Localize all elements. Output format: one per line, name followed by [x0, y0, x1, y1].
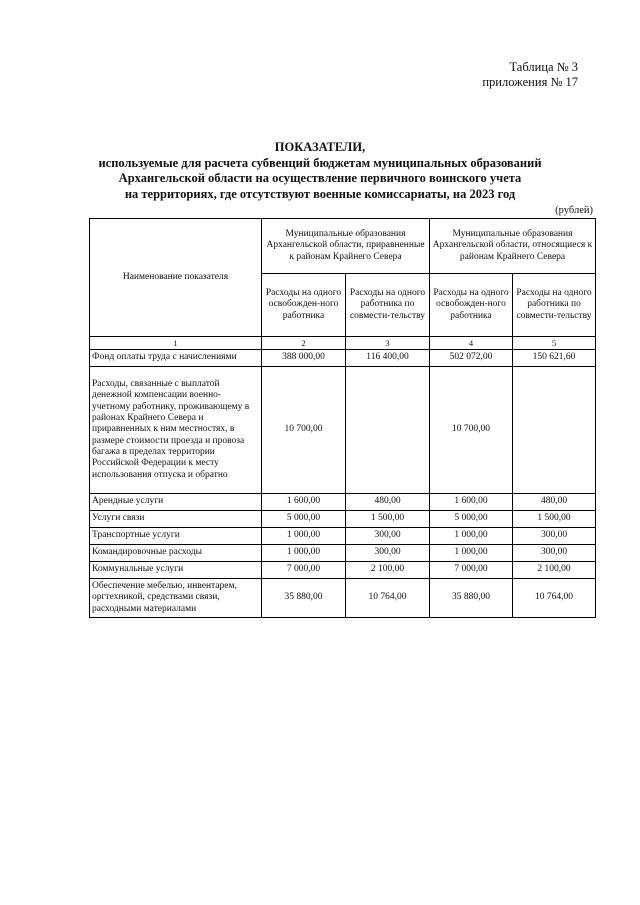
document-title — [40, 140, 600, 202]
unit-label: (рублей) — [555, 205, 593, 216]
indicator-name: Транспортные услуги — [90, 528, 262, 545]
column-number: 4 — [430, 337, 513, 350]
column-number: 1 — [90, 337, 262, 350]
table-row — [90, 528, 596, 545]
value-cell: 300,00 — [513, 545, 596, 562]
table-row — [90, 350, 596, 367]
value-cell: 1 600,00 — [262, 494, 346, 511]
table-row — [90, 367, 596, 494]
value-cell: 35 880,00 — [262, 579, 346, 618]
value-cell: 480,00 — [513, 494, 596, 511]
value-cell: 1 500,00 — [346, 511, 430, 528]
value-cell: 1 000,00 — [262, 528, 346, 545]
value-cell: 300,00 — [513, 528, 596, 545]
column-number: 3 — [346, 337, 430, 350]
header-sub-1: Расходы на одного освобожден-ного работника — [262, 274, 346, 337]
value-cell: 480,00 — [346, 494, 430, 511]
value-cell: 2 100,00 — [346, 562, 430, 579]
value-cell: 7 000,00 — [262, 562, 346, 579]
header-group-far-north: Муниципальные образования Архангельской области, относящиеся к районам Крайнего Севера — [430, 219, 596, 274]
header-indicator-name: Наименование показателя — [90, 219, 262, 337]
value-cell: 7 000,00 — [430, 562, 513, 579]
column-numbers-row — [90, 337, 596, 350]
title-line-4: на территориях, где отсутствуют военные комиссариаты, на 2023 год — [124, 186, 516, 201]
value-cell: 10 700,00 — [430, 367, 513, 494]
value-cell: 2 100,00 — [513, 562, 596, 579]
title-line-2: используемые для расчета субвенций бюджетам муниципальных образований — [98, 155, 542, 170]
value-cell: 388 000,00 — [262, 350, 346, 367]
indicator-name: Командировочные расходы — [90, 545, 262, 562]
header-sub-4: Расходы на одного работника по совмести-тельству — [513, 274, 596, 337]
value-cell: 10 764,00 — [513, 579, 596, 618]
value-cell: 5 000,00 — [430, 511, 513, 528]
table-row — [90, 545, 596, 562]
value-cell: 300,00 — [346, 545, 430, 562]
value-cell: 300,00 — [346, 528, 430, 545]
indicator-name: Коммунальные услуги — [90, 562, 262, 579]
value-cell: 1 500,00 — [513, 511, 596, 528]
header-sub-3: Расходы на одного освобожден-ного работника — [430, 274, 513, 337]
value-cell: 150 621,60 — [513, 350, 596, 367]
value-cell: 5 000,00 — [262, 511, 346, 528]
indicator-name: Обеспечение мебелью, инвентарем, оргтехникой, средствами связи, расходными материалами — [90, 579, 262, 618]
indicator-name: Расходы, связанные с выплатой денежной компенсации военно-учетному работнику, проживающему в районах Крайнего Севера и приравненных к ним местностях, в размере стоимости проезда и провоза багажа в пределах территории Российской Федерации к месту использования отпуска и обратно — [90, 367, 262, 494]
value-cell: 502 072,00 — [430, 350, 513, 367]
value-cell: 10 764,00 — [346, 579, 430, 618]
value-cell — [513, 367, 596, 494]
value-cell: 1 600,00 — [430, 494, 513, 511]
reference-line-1: Таблица № 3 — [509, 60, 578, 74]
value-cell: 10 700,00 — [262, 367, 346, 494]
value-cell: 1 000,00 — [430, 545, 513, 562]
indicator-name: Фонд оплаты труда с начислениями — [90, 350, 262, 367]
title-line-3: Архангельской области на осуществление первичного воинского учета — [118, 171, 522, 185]
title-line-1: ПОКАЗАТЕЛИ, — [274, 140, 366, 154]
table-row — [90, 562, 596, 579]
value-cell: 35 880,00 — [430, 579, 513, 618]
reference-line-2: приложения № 17 — [482, 75, 578, 89]
table-row — [90, 494, 596, 511]
indicators-table — [89, 218, 596, 618]
header-row-1 — [90, 219, 596, 274]
value-cell: 1 000,00 — [430, 528, 513, 545]
value-cell: 116 400,00 — [346, 350, 430, 367]
value-cell — [346, 367, 430, 494]
value-cell: 1 000,00 — [262, 545, 346, 562]
header-group-equivalent-regions: Муниципальные образования Архангельской области, приравненные к районам Крайнего Севера — [262, 219, 430, 274]
indicator-name: Услуги связи — [90, 511, 262, 528]
column-number: 2 — [262, 337, 346, 350]
table-row — [90, 511, 596, 528]
indicator-name: Арендные услуги — [90, 494, 262, 511]
table-reference — [482, 60, 578, 90]
header-sub-2: Расходы на одного работника по совмести-тельству — [346, 274, 430, 337]
column-number: 5 — [513, 337, 596, 350]
table-row — [90, 579, 596, 618]
